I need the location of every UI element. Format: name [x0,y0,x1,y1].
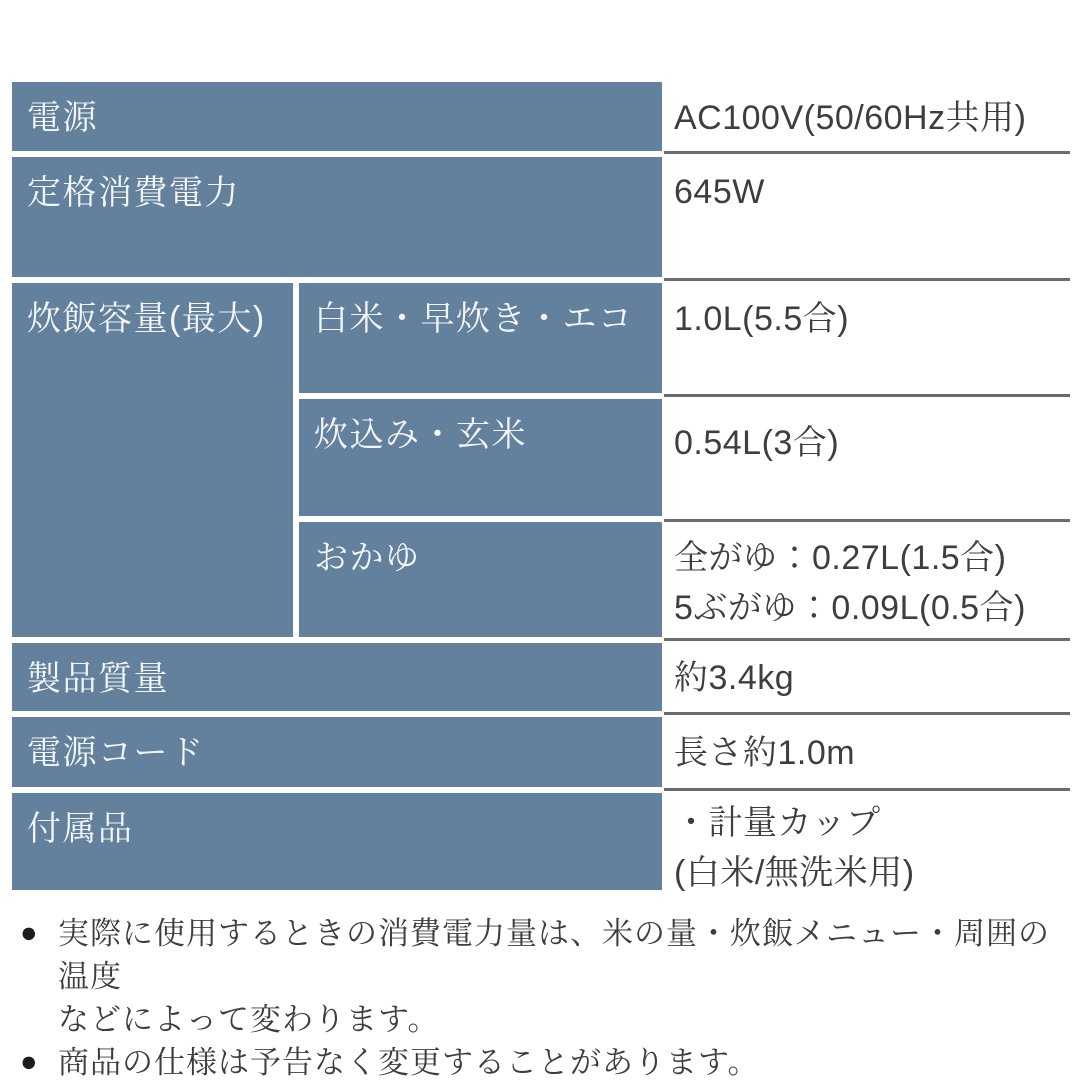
spec-label-weight: 製品質量 [12,643,662,711]
spec-sublabel-white-rice: 白米・早炊き・エコ [299,283,662,393]
spec-value-power-cord: 長さ約1.0m [674,734,856,772]
spec-value-accessories-line1: ・計量カップ [674,804,881,842]
spec-sublabel-okayu: おかゆ [299,522,662,637]
spec-label-rated-power: 定格消費電力 [12,157,662,277]
footnote-line: 商品の仕様は予告なく変更することがあります。 [58,1045,760,1080]
spec-value-takikomi-brown-rice: 0.54L(3合) [674,424,840,462]
footnotes [20,912,1070,1084]
spec-label-power-cord: 電源コード [12,717,662,787]
footnote-power-consumption [20,912,1070,1041]
spec-value-accessories [674,798,915,898]
row-divider [664,788,1070,791]
spec-value-rated-power: 645W [674,173,765,211]
spec-label-accessories: 付属品 [12,793,662,890]
row-divider [664,712,1070,715]
bullet-icon: ● [20,917,38,949]
spec-label-power: 電源 [12,82,662,151]
bullet-icon: ● [20,1046,38,1078]
spec-label-capacity: 炊飯容量(最大) [12,283,293,637]
row-divider [664,278,1070,281]
spec-value-okayu-line1: 全がゆ：0.27L(1.5合) [674,539,1007,577]
footnote-line: 実際に使用するときの消費電力量は、米の量・炊飯メニュー・周囲の温度 [58,916,1050,994]
spec-value-weight: 約3.4kg [674,659,795,697]
spec-value-accessories-line2: (白米/無洗米用) [674,854,915,892]
row-divider [664,519,1070,522]
spec-value-okayu-line2: 5ぶがゆ：0.09L(0.5合) [674,589,1026,627]
spec-sublabel-takikomi-brown-rice: 炊込み・玄米 [299,399,662,516]
footnote-spec-change [20,1041,1070,1084]
spec-value-okayu [674,533,1026,633]
row-divider [664,638,1070,641]
footnote-line: などによって変わります。 [58,1002,440,1037]
row-divider [664,151,1070,154]
row-divider [664,394,1070,397]
spec-value-white-rice: 1.0L(5.5合) [674,300,850,338]
spec-value-power: AC100V(50/60Hz共用) [674,99,1027,137]
